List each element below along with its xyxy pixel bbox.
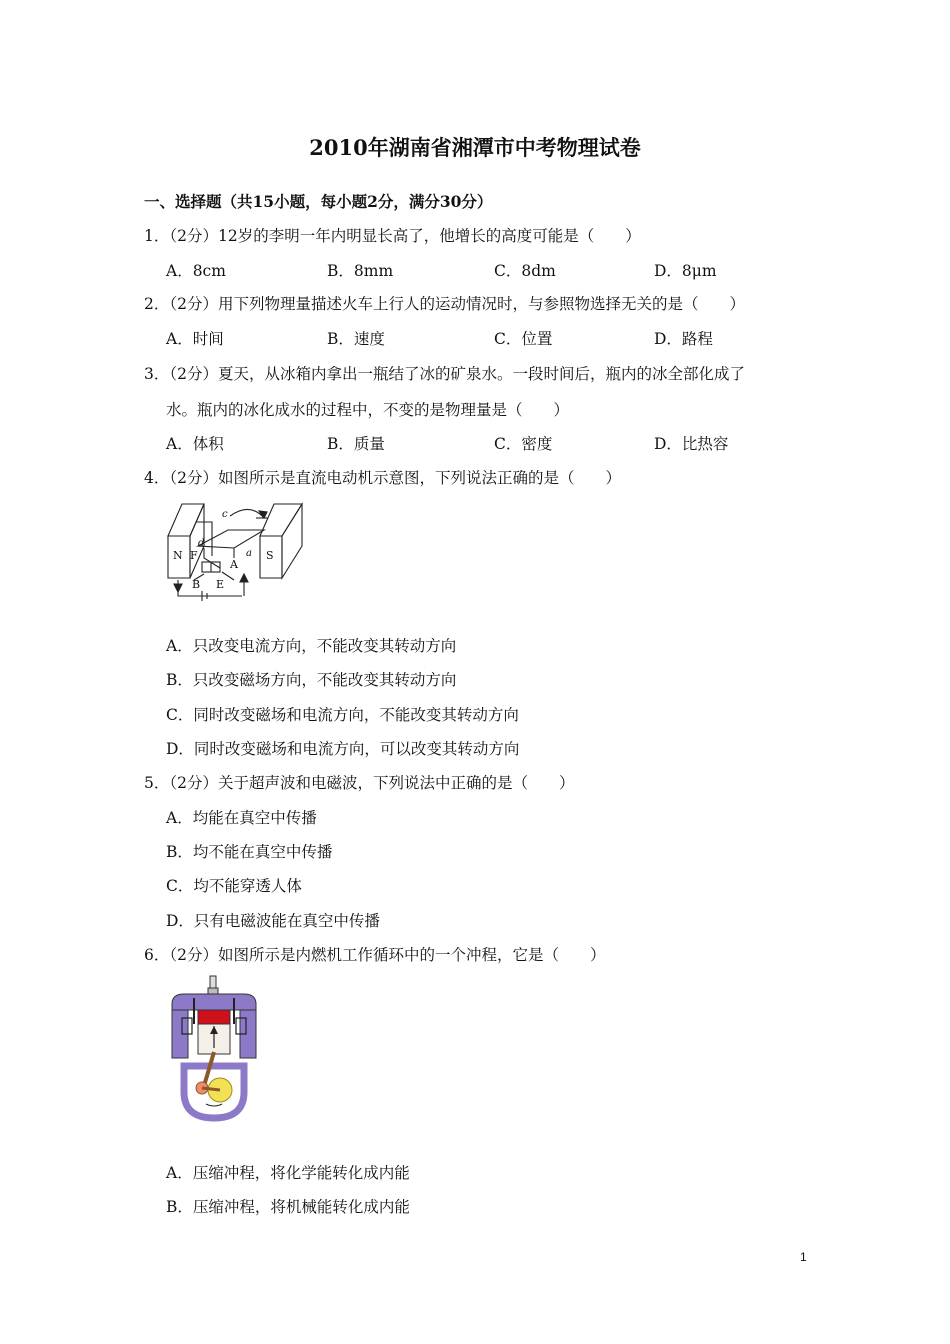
q2-option-c[interactable]: C．位置 [494,330,553,348]
question-3-stem: 3．（2分）夏天，从冰箱内拿出一瓶结了冰的矿泉水。一段时间后，瓶内的冰全部化成了 [144,365,745,383]
label-d: d [198,538,205,549]
q2-option-a[interactable]: A．时间 [166,330,224,348]
label-a: A [230,558,238,571]
q5-option-d[interactable]: D．只有电磁波能在真空中传播 [166,912,380,930]
q1-option-a[interactable]: A．8cm [166,262,226,280]
label-c: c [222,509,228,520]
question-5-stem: 5．（2分）关于超声波和电磁波，下列说法中正确的是（ ） [144,774,575,792]
q3-option-a[interactable]: A．体积 [166,435,224,453]
q4-option-c[interactable]: C．同时改变磁场和电流方向，不能改变其转动方向 [166,706,519,724]
q1-option-c[interactable]: C．8dm [494,262,556,280]
q6-option-a[interactable]: A．压缩冲程，将化学能转化成内能 [166,1164,410,1182]
question-6-stem: 6．（2分）如图所示是内燃机工作循环中的一个冲程，它是（ ） [144,946,606,964]
label-b: B [192,578,201,591]
q6-option-b[interactable]: B．压缩冲程，将机械能转化成内能 [166,1198,410,1216]
label-f: F [190,549,198,562]
question-4-stem: 4．（2分）如图所示是直流电动机示意图，下列说法正确的是（ ） [144,469,621,487]
engine-stroke-figure [164,974,264,1124]
q3-option-d[interactable]: D．比热容 [654,435,729,453]
page-number: 1 [800,1250,807,1264]
question-2-stem: 2．（2分）用下列物理量描述火车上行人的运动情况时，与参照物选择无关的是（ ） [144,295,745,313]
section-heading: 一、选择题（共15小题，每小题2分，满分30分） [144,192,493,211]
question-1-stem: 1．（2分）12岁的李明一年内明显长高了，他增长的高度可能是（ ） [144,227,641,245]
dc-motor-figure [164,496,310,608]
label-n: N [173,549,183,562]
q1-option-b[interactable]: B．8mm [327,262,394,280]
q4-option-d[interactable]: D．同时改变磁场和电流方向，可以改变其转动方向 [166,740,520,758]
q5-option-b[interactable]: B．均不能在真空中传播 [166,843,333,861]
label-a-lower: a [246,548,252,559]
q4-option-b[interactable]: B．只改变磁场方向，不能改变其转动方向 [166,671,457,689]
page-title: 2010年湖南省湘潭市中考物理试卷 [309,135,641,160]
q3-option-b[interactable]: B．质量 [327,435,385,453]
question-3-stem-continued: 水。瓶内的冰化成水的过程中，不变的是物理量是（ ） [166,401,570,419]
q1-option-d[interactable]: D．8μm [654,262,717,280]
q5-option-a[interactable]: A．均能在真空中传播 [166,809,317,827]
q5-option-c[interactable]: C．均不能穿透人体 [166,877,302,895]
q4-option-a[interactable]: A．只改变电流方向，不能改变其转动方向 [166,637,457,655]
q3-option-c[interactable]: C．密度 [494,435,553,453]
label-e: E [216,578,225,591]
q2-option-d[interactable]: D．路程 [654,330,713,348]
q2-option-b[interactable]: B．速度 [327,330,385,348]
label-s: S [266,549,274,562]
